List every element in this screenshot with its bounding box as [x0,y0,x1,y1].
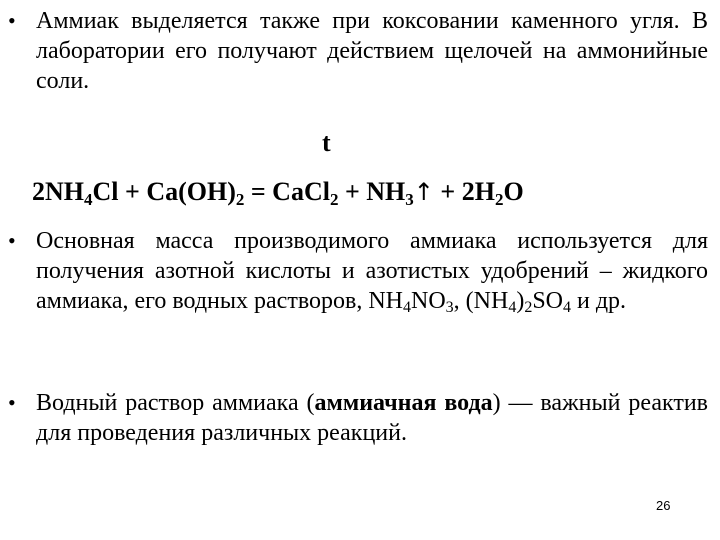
bullet-marker: • [8,390,16,415]
paragraph-text: Водный раствор аммиака (аммиачная вода) — важный реактив для проведения различных реакций. [36,390,708,446]
bullet-paragraph-2 [8,226,708,316]
page-number: 26 [656,498,671,513]
reaction-condition: t [322,128,331,157]
paragraph-text: Аммиак выделяется также при коксовании каменного угля. В лаборатории его получают действием щелочей на аммонийные соли. [36,8,708,94]
bullet-marker: • [8,228,16,253]
bullet-paragraph-1 [8,6,708,96]
emphasis-term: аммиачная вода [314,390,493,416]
bullet-marker: • [8,8,16,33]
arrow-up-icon: ↑ [413,178,434,206]
chemical-equation: $2NH_4Cl + Ca(OH)_2$ = CaCl$_2$ + $NH_3↑ + 2H_2O$ [32,177,524,209]
paragraph-text: Основная масса производимого аммиака используется для получения азотной кислоты и азотистых удобрений – жидкого аммиака, его водных растворов, $NH_4NO_3$, $(NH_4)_2SO_4$ и др. [36,228,708,316]
bullet-paragraph-3 [8,388,708,448]
